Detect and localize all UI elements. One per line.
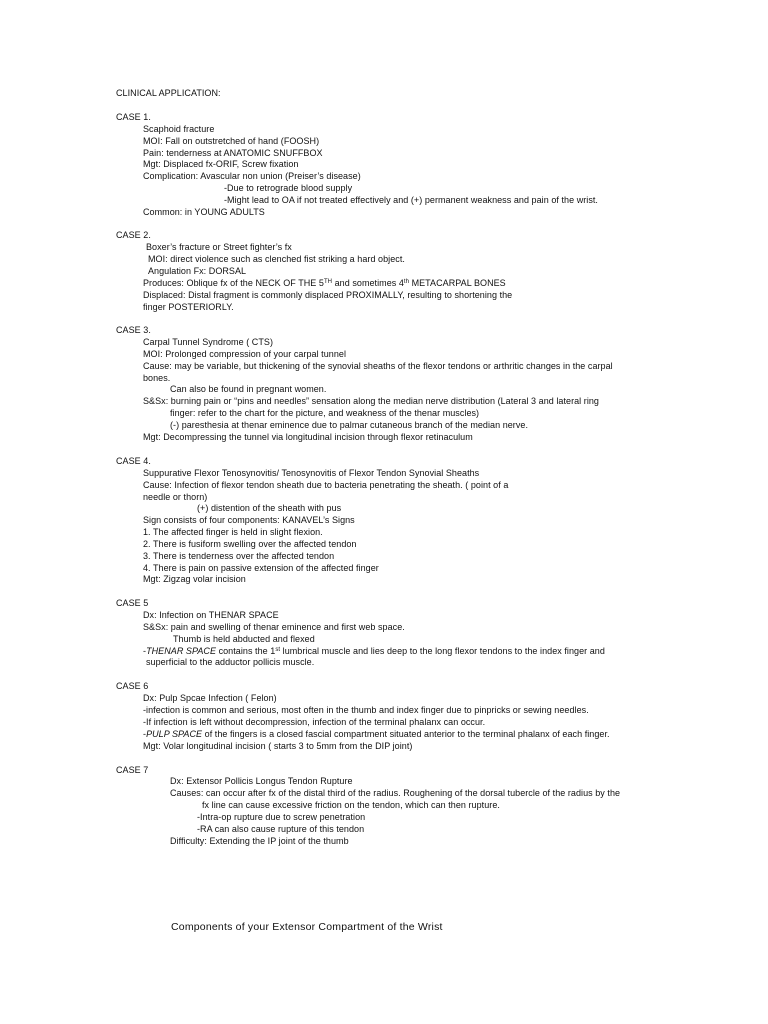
case-line: -RA can also cause rupture of this tendon	[197, 824, 365, 834]
case-line: superficial to the adductor pollicis muscle.	[146, 657, 315, 667]
case-line: Suppurative Flexor Tenosynovitis/ Tenosynovitis of Flexor Tendon Synovial Sheaths	[143, 468, 480, 478]
case-line: Scaphoid fracture	[143, 124, 215, 134]
case-line: Sign consists of four components: KANAVEL’s Signs	[143, 515, 355, 525]
case-line: Carpal Tunnel Syndrome ( CTS)	[143, 337, 273, 347]
case-line: -infection is common and serious, most often in the thumb and index finger due to pinpricks or sewing needles.	[143, 705, 589, 715]
case-line: Causes: can occur after fx of the distal third of the radius. Roughening of the dorsal tubercle of the radius by the	[170, 788, 621, 798]
case-line: finger: refer to the chart for the picture, and weakness of the thenar muscles)	[170, 408, 480, 418]
case-line: Complication: Avascular non union (Preiser’s disease)	[143, 171, 361, 181]
case-line: Mgt: Zigzag volar incision	[143, 574, 246, 584]
case-line: -If infection is left without decompression, infection of the terminal phalanx can occur.	[143, 717, 486, 727]
case-line: Dx: Extensor Pollicis Longus Tendon Rupture	[170, 776, 353, 786]
case-2-heading: CASE 2.	[116, 230, 151, 240]
case-7-heading: CASE 7	[116, 765, 149, 775]
case-line: Displaced: Distal fragment is commonly displaced PROXIMALLY, resulting to shortening the	[143, 290, 513, 300]
case-line: Dx: Infection on THENAR SPACE	[143, 610, 279, 620]
case-line: S&Sx: burning pain or “pins and needles” sensation along the median nerve distribution (Lateral 3 and lateral ring	[143, 396, 599, 406]
case-line: (-) paresthesia at thenar eminence due to palmar cutaneous branch of the median nerve.	[170, 420, 529, 430]
case-line: Boxer’s fracture or Street fighter’s fx	[146, 242, 292, 252]
case-line: Pain: tenderness at ANATOMIC SNUFFBOX	[143, 148, 323, 158]
case-line: MOI: Fall on outstretched of hand (FOOSH)	[143, 136, 320, 146]
case-line: Difficulty: Extending the IP joint of the thumb	[170, 836, 349, 846]
section-heading: Components of your Extensor Compartment of the Wrist	[171, 921, 443, 933]
case-line: Mgt: Decompressing the tunnel via longitudinal incision through flexor retinaculum	[143, 432, 473, 442]
case-line: -PULP SPACE of the fingers is a closed fascial compartment situated anterior to the terminal phalanx of each finger.	[143, 729, 610, 739]
case-line: -Might lead to OA if not treated effectively and (+) permanent weakness and pain of the wrist.	[224, 195, 598, 205]
case-line: Angulation Fx: DORSAL	[148, 266, 247, 276]
case-line: fx line can cause excessive friction on the tendon, which can then rupture.	[202, 800, 500, 810]
case-line: bones.	[143, 373, 171, 383]
case-line: Cause: may be variable, but thickening of the synovial sheaths of the flexor tendons or arthritic changes in the carpal	[143, 361, 613, 371]
case-line: Mgt: Displaced fx-ORIF, Screw fixation	[143, 159, 299, 169]
case-line: Common: in YOUNG ADULTS	[143, 207, 265, 217]
case-line: 3. There is tenderness over the affected tendon	[143, 551, 335, 561]
case-line: MOI: direct violence such as clenched fist striking a hard object.	[148, 254, 405, 264]
case-line: Produces: Oblique fx of the NECK OF THE 5TH and sometimes 4th METACARPAL BONES	[143, 278, 506, 288]
case-line: -Intra-op rupture due to screw penetration	[197, 812, 366, 822]
case-line: Dx: Pulp Spcae Infection ( Felon)	[143, 693, 277, 703]
case-line: S&Sx: pain and swelling of thenar eminence and first web space.	[143, 622, 405, 632]
case-line: -THENAR SPACE contains the 1st lumbrical muscle and lies deep to the long flexor tendons to the index finger and	[143, 646, 605, 656]
case-line: 1. The affected finger is held in slight flexion.	[143, 527, 323, 537]
case-line: finger POSTERIORLY.	[143, 302, 234, 312]
case-5-heading: CASE 5	[116, 598, 149, 608]
case-6-heading: CASE 6	[116, 681, 149, 691]
case-line: Can also be found in pregnant women.	[170, 384, 327, 394]
case-line: MOI: Prolonged compression of your carpal tunnel	[143, 349, 347, 359]
case-line: -Due to retrograde blood supply	[224, 183, 353, 193]
case-line: needle or thorn)	[143, 492, 208, 502]
case-4-heading: CASE 4.	[116, 456, 151, 466]
case-line: Thumb is held abducted and flexed	[173, 634, 315, 644]
case-line: 2. There is fusiform swelling over the affected tendon	[143, 539, 357, 549]
case-line: Cause: Infection of flexor tendon sheath due to bacteria penetrating the sheath. ( point of a	[143, 480, 509, 490]
case-1-heading: CASE 1.	[116, 112, 151, 122]
case-3-heading: CASE 3.	[116, 325, 151, 335]
page-title: CLINICAL APPLICATION:	[116, 88, 221, 98]
case-line: (+) distention of the sheath with pus	[197, 503, 342, 513]
case-line: Mgt: Volar longitudinal incision ( starts 3 to 5mm from the DIP joint)	[143, 741, 413, 751]
case-line: 4. There is pain on passive extension of the affected finger	[143, 563, 379, 573]
